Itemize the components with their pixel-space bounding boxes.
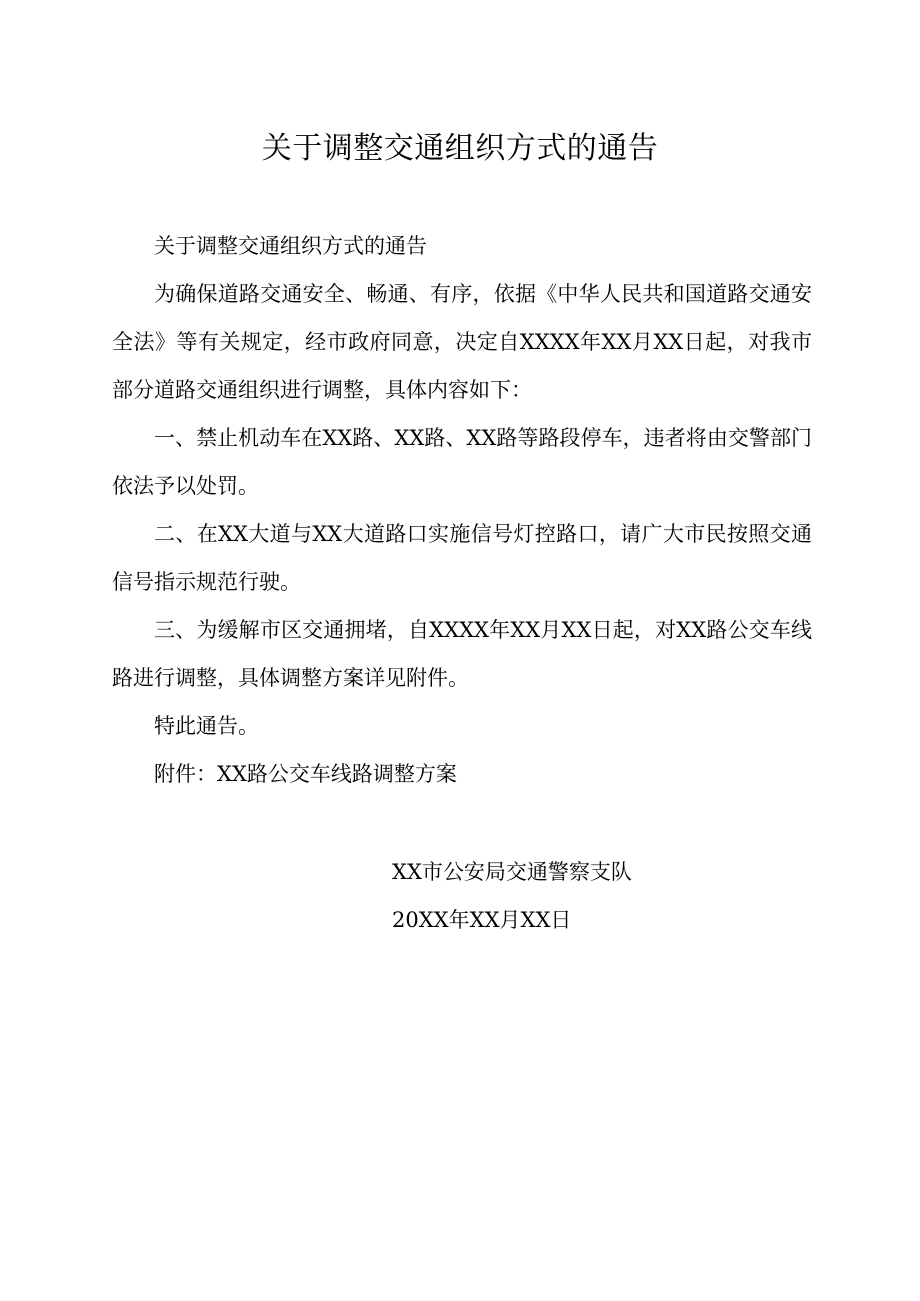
paragraph-closing: 特此通告。 <box>154 714 259 738</box>
document-body <box>112 222 812 798</box>
issuer-name: XX市公安局交通警察支队 <box>392 860 632 884</box>
paragraph-item-3: 三、为缓解市区交通拥堵，自XXXX年XX月XX日起，对XX路公交车线路进行调整，具体调整方案详见附件。 <box>112 618 812 690</box>
paragraph-item-2: 二、在XX大道与XX大道路口实施信号灯控路口，请广大市民按照交通信号指示规范行驶。 <box>112 522 812 594</box>
document-title: 关于调整交通组织方式的通告 <box>261 131 659 166</box>
issue-date: 20XX年XX月XX日 <box>392 908 572 932</box>
paragraph-attachment: 附件：XX路公交车线路调整方案 <box>154 762 457 786</box>
paragraph-heading-repeat: 关于调整交通组织方式的通告 <box>154 234 427 258</box>
paragraph-intro: 为确保道路交通安全、畅通、有序，依据《中华人民共和国道路交通安全法》等有关规定，经市政府同意，决定自XXXX年XX月XX日起，对我市部分道路交通组织进行调整，具体内容如下： <box>112 282 812 402</box>
signature-block <box>392 848 792 944</box>
paragraph-item-1: 一、禁止机动车在XX路、XX路、XX路等路段停车，违者将由交警部门依法予以处罚。 <box>112 426 812 498</box>
